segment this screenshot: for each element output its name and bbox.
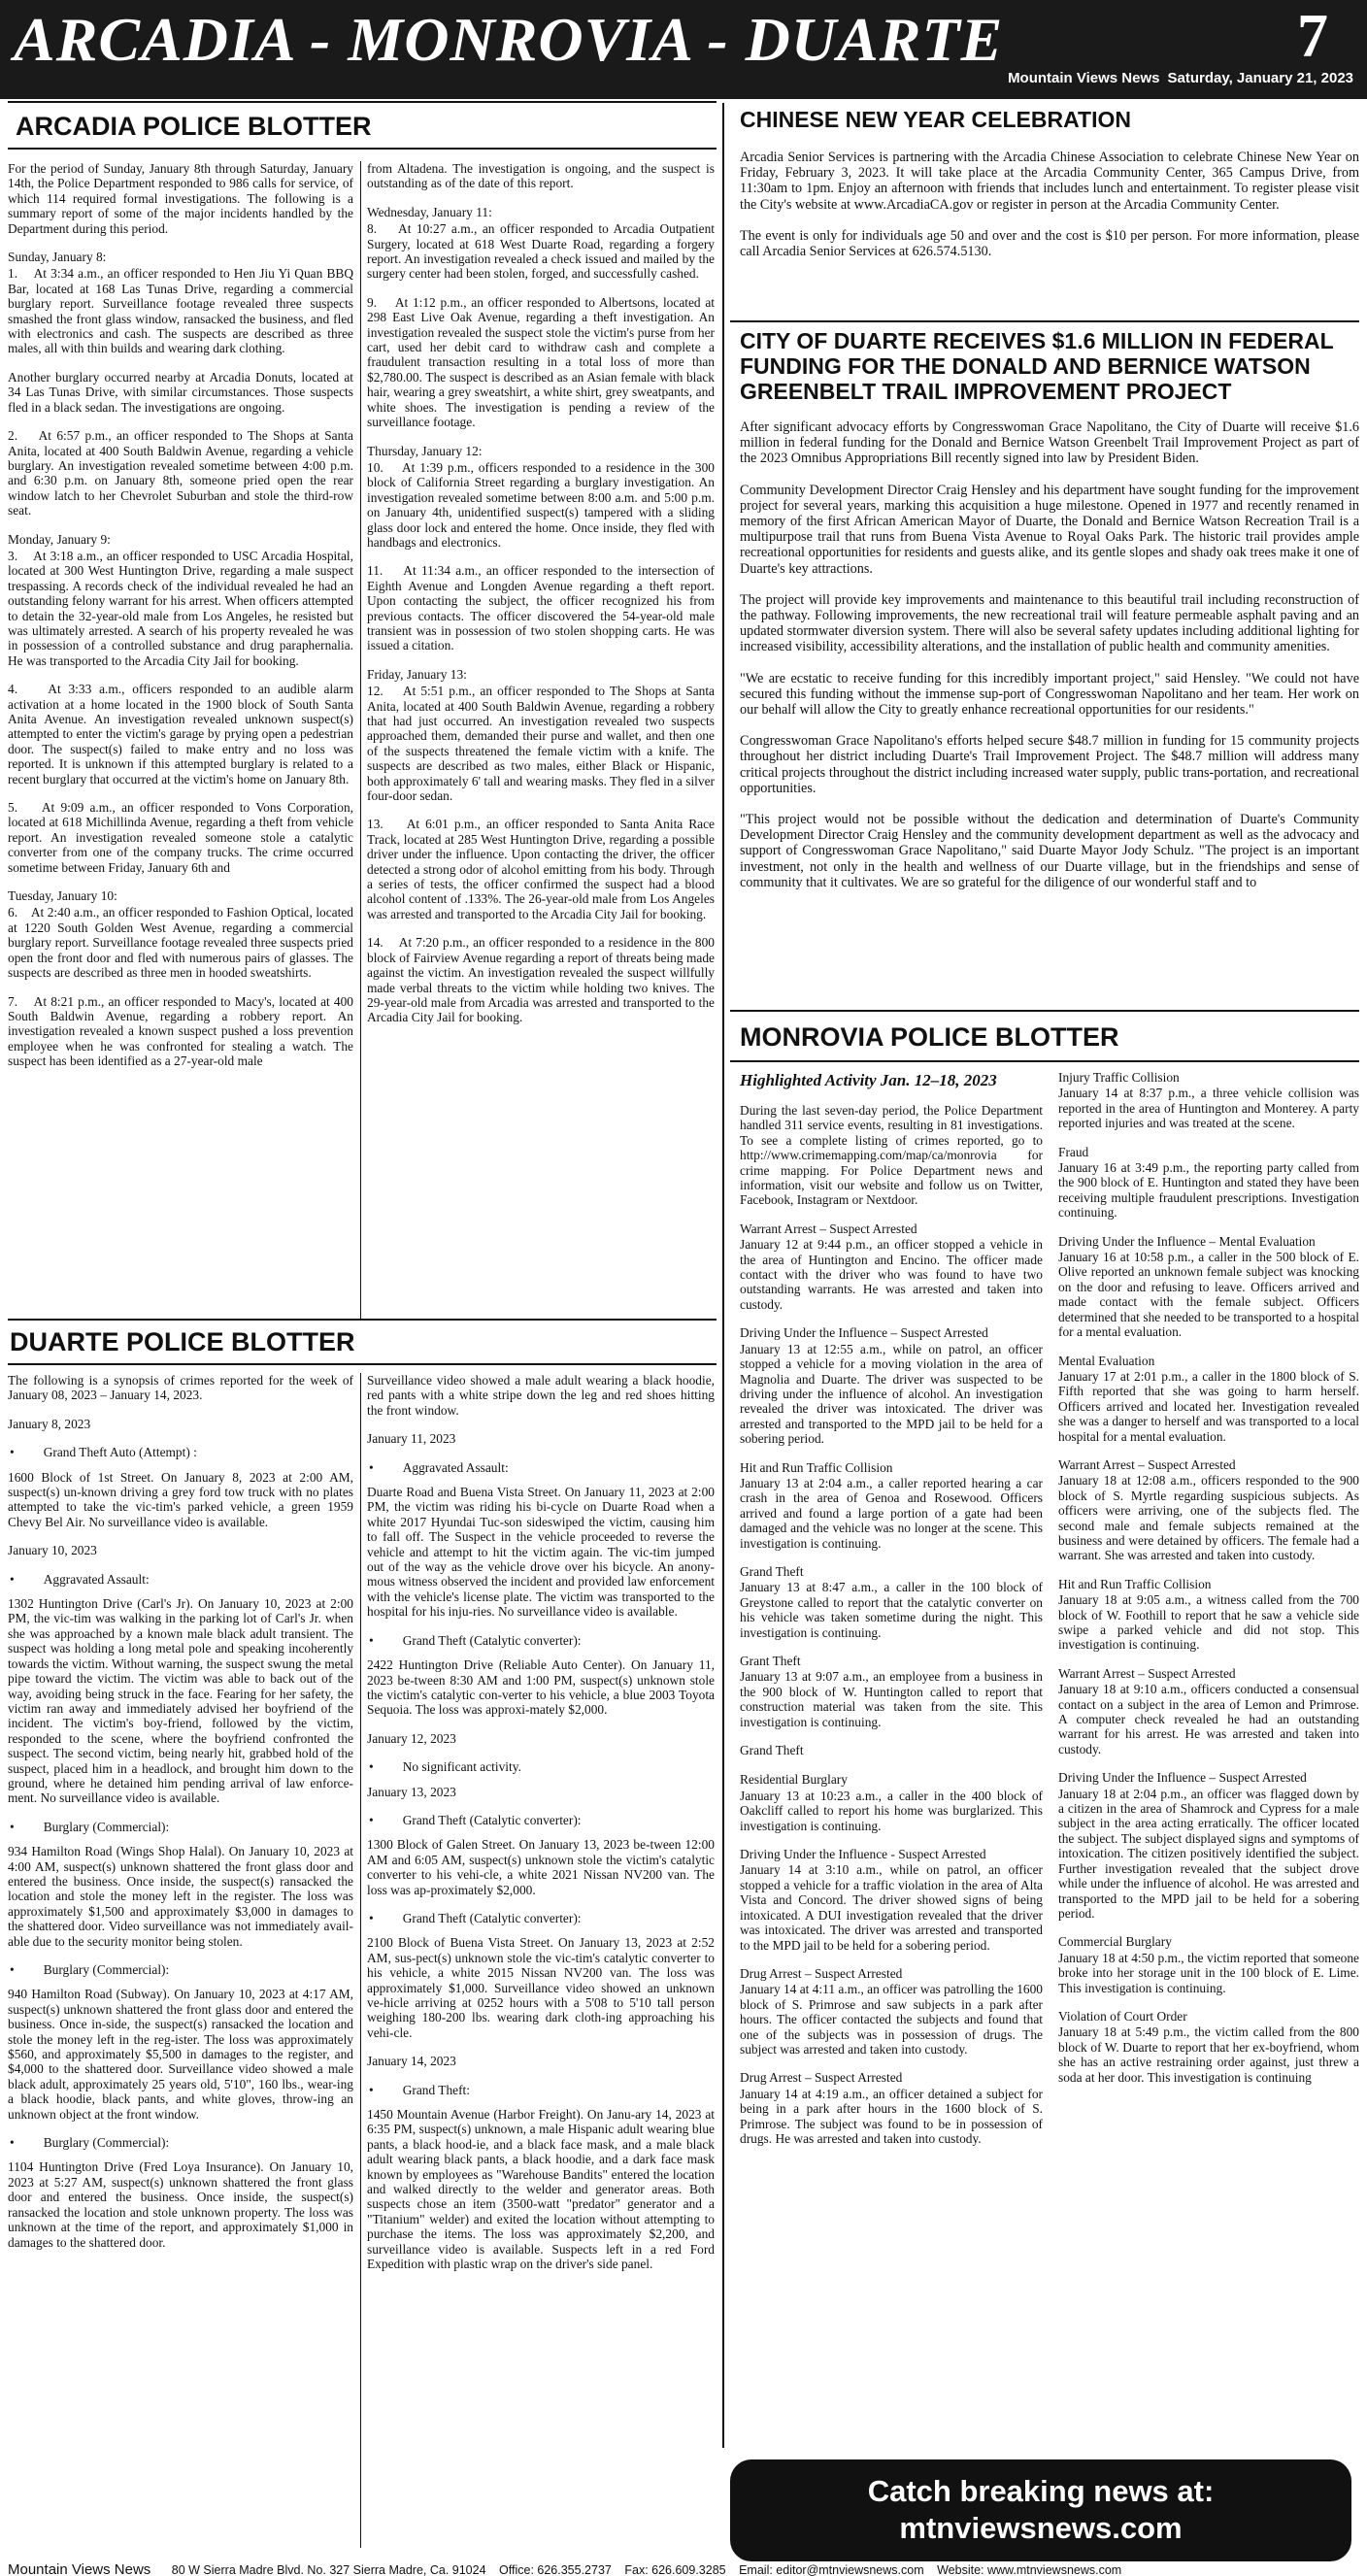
footer-address: 80 W Sierra Madre Blvd. No. 327 Sierra Madre, Ca. 91024 [171, 2563, 486, 2576]
incident-label: Commercial Burglary [1058, 1934, 1172, 1950]
incident-label: Drug Arrest – Suspect Arrested [740, 2070, 903, 2086]
blotter-entry: January 14 at 3:10 a.m., while on patrol, an officer stopped a vehicle for a traffic violation in the area of Alta Vista and Concord. The driver showed signs of being intoxicated. A DUI investigation revealed that the driver was intoxicated. The driver was arrested and transported to the MPD jail to be held for a sobering period. [740, 1862, 1043, 1953]
section-rule [8, 1363, 717, 1365]
blotter-entry: 1450 Mountain Avenue (Harbor Freight). On Janu-ary 14, 2023 at 6:35 PM, suspect(s) unknown, a male Hispanic adult wearing blue pants, a black hood-ie, and a black face mask, and a male black adult wearing black pants, a black hoodie, and a dark face mask known by employees as "Warehouse Bandits" entered the location and walked directly to the welder and generator areas. Both suspects chose an item (3500-watt "predator" generator and a "Titanium" welder) and exited the location without attempting to purchase the items. The loss was approximately $2,200, and surveillance video is available. Suspects left in a red Ford Expedition with plastic wrap on the driver's side panel. [367, 2107, 715, 2272]
blotter-entry: January 18 at 2:04 p.m., an officer was flagged down by a citizen in the area of Shamrock and Cypress for a male subject in the area acting erratically. The officer located the subject. The subject displayed signs and symptoms of intoxication. The citizen positively identified the subject. Further investigation revealed that the subject drove while under the influence of alcohol. He was arrested and transported to the MPD jail to be held for a sobering period. [1058, 1786, 1359, 1921]
duarte-heading: DUARTE POLICE BLOTTER [10, 1327, 355, 1356]
blotter-entry: 9. At 1:12 p.m., an officer responded to Albertsons, located at 298 East Live Oak Avenue, regarding a theft investigation. An investigation revealed the suspect stole the victim's purse from her cart, used her debit card to withdraw cash and complete a fraudulent transaction resulting in a total loss of more than $2,780.00. The suspect is described as an Asian female with black hair, wearing a grey sweatshirt, a white shirt, grey sweatpants, and white shoes. The investigation is pending a review of the surveillance footage. [367, 294, 715, 430]
incident-label: Violation of Court Order [1058, 2008, 1187, 2024]
issue-line [1008, 70, 1353, 86]
blotter-entry: January 13 at 8:47 a.m., a caller in the 100 block of Greystone called to report that the catalytic converter on his vehicle was taken sometime during the night. This investigation is continuing. [740, 1580, 1043, 1640]
blotter-entry: January 18 at 9:10 a.m., officers conducted a consensual contact on a subject in the area of Lemon and Primrose. A computer check revealed he had an outstanding warrant for his arrest. He was arrested and taken into custody. [1058, 1682, 1359, 1756]
page-number: 7 [1297, 1, 1328, 70]
blotter-entry: January 13, 2023 [367, 1784, 456, 1799]
incident-type: • Burglary (Commercial): [8, 2135, 353, 2150]
monrovia-column-2 [1058, 1070, 1359, 2098]
blotter-entry: January 14, 2023 [367, 2054, 456, 2069]
incident-label: Driving Under the Influence – Suspect Arrested [1058, 1770, 1307, 1786]
monrovia-blotter [730, 1010, 1359, 1062]
banner-line-1: Catch breaking news at: [867, 2474, 1215, 2508]
section-rule [8, 148, 717, 150]
section-rule [730, 1060, 1359, 1062]
blotter-entry: January 18 at 12:08 a.m., officers responded to the 900 block of S. Myrtle regarding suspicious subjects. As officers were arriving, one of the subjects fled. The second male and female subjects remained at the business and were detained by officers. The female had a warrant. She was arrested and taken into custody. [1058, 1473, 1359, 1563]
funding-paragraph: "We are ecstatic to receive funding for this incredibly important project," said Hensley. "We could not have secured this funding without the immense sup-port of Congresswoman Napolitano and her team. Her work on our behalf will allow the City to greatly enhance recreational opportunities for our residents." [740, 670, 1359, 719]
blotter-entry: 7. At 8:21 p.m., an officer responded to Macy's, located at 400 South Baldwin Avenue, regarding a robbery report. An investigation revealed a known suspect pushed a loss prevention employee when he was confronted for stealing a watch. The suspect has been identified as a 27-year-old male [8, 993, 353, 1069]
incident-type: • No significant activity. [367, 1759, 715, 1774]
blotter-entry: January 10, 2023 [8, 1543, 97, 1558]
blotter-entry: January 14 at 4:19 a.m., an officer detained a subject for being in a park after hours in the 1600 block of S. Primrose. The subject was found to be in possession of drugs. He was arrested and taken into custody. [740, 2086, 1043, 2146]
blotter-entry: 2. At 6:57 p.m., an officer responded to The Shops at Santa Anita, located at 400 South Baldwin Avenue, regarding a vehicle burglary. An investigation revealed sometime between 4:00 p.m. and 6:30 p.m. on January 8th, someone pried open the rear window latch to her Chevrolet Suburban and stole the third-row seat. [8, 428, 353, 519]
blotter-entry: 2100 Block of Buena Vista Street. On January 13, 2023 at 2:52 AM, sus-pect(s) unknown stole the vic-tim's catalytic converter to his vehicle, a white 2015 Nissan NV200 van. The loss was approximately $1,000. Surveillance video showed an unknown ve-hicle arriving at 0252 hours with a 5'08 to 5'10 tall person weighing 180-200 lbs. wearing dark cloth-ing approaching his vehi-cle. [367, 1935, 715, 2040]
blotter-entry: 1. At 3:34 a.m., an officer responded to Hen Jiu Yi Quan BBQ Bar, located at 168 Las Tunas Drive, regarding a commercial burglary report. Surveillance footage revealed three suspects smashed the front glass window, ransacked the business, and fled with electronics and cash. The suspects are described as three males, all with thin builds and wearing dark clothing. [8, 266, 353, 356]
funding-paragraph: Congresswoman Grace Napolitano's efforts helped secure $48.7 million in funding for 15 community projects throughout her district including Duarte's Trail Improvement Project. The $48.7 million will address many critical projects throughout the district including increased water supply, public trans-portation, and recreational opportunities. [740, 733, 1359, 796]
duarte-columns [8, 1373, 717, 2561]
blotter-entry: 1300 Block of Galen Street. On January 13, 2023 be-tween 12:00 AM and 6:05 AM, suspect(s) unknown stole the victim's catalytic converter to his vehi-cle, a white 2021 Nissan NV200 van. The loss was ap-proximately $2,000. [367, 1837, 715, 1897]
blotter-entry: 5. At 9:09 a.m., an officer responded to Vons Corporation, located at 618 Michillinda Avenue, regarding a theft from vehicle report. An investigation revealed someone stole a catalytic converter from one of the company trucks. The crime occurred sometime between Friday, January 6th and [8, 800, 353, 875]
date-heading: Tuesday, January 10: [8, 888, 117, 904]
blotter-entry: 2422 Huntington Drive (Reliable Auto Center). On January 11, 2023 be-tween 8:30 AM and 1:00 PM, suspect(s) unknown stole the victim's catalytic con-verter to his vehicle, a blue 2003 Toyota Sequoia. The loss was approxi-mately $2,000. [367, 1657, 715, 1718]
duarte-blotter [8, 1319, 717, 1365]
incident-label: Residential Burglary [740, 1772, 848, 1788]
arcadia-blotter [8, 101, 717, 150]
arcadia-heading: ARCADIA POLICE BLOTTER [16, 112, 372, 141]
blotter-entry: January 12 at 9:44 p.m., an officer stopped a vehicle in the area of Huntington and Encino. The officer made contact with the driver who was found to have two outstanding warrants. He was arrested and taken into custody. [740, 1237, 1043, 1312]
cny-paragraph: Arcadia Senior Services is partnering with the Arcadia Chinese Association to celebrate Chinese New Year on Friday, February 3, 2023. It will take place at the Arcadia Community Center, 365 Campus Drive, from 11:30am to 1pm. Enjoy an afternoon with friends that includes lunch and entertainment. To register please visit the City's website at www.ArcadiaCA.gov or register in person at the Arcadia Community Center. [740, 150, 1359, 213]
duarte-funding-heading: CITY OF DUARTE RECEIVES $1.6 MILLION IN FEDERAL FUNDING FOR THE DONALD AND BERNICE WATSON GREENBELT TRAIL IMPROVEMENT PROJECT [740, 328, 1334, 404]
incident-label: Fraud [1058, 1144, 1089, 1159]
incident-type: • Burglary (Commercial): [8, 1820, 353, 1834]
incident-label: Warrant Arrest – Suspect Arrested [1058, 1456, 1236, 1472]
arcadia-columns [8, 161, 717, 1319]
funding-paragraph: After significant advocacy efforts by Congresswoman Grace Napolitano, the City of Duarte will receive $1.6 million in federal funding for the Donald and Bernice Watson Greenbelt Trail Improvement Project as part of the 2023 Omnibus Appropriations Bill recently signed into law by President Biden. [740, 419, 1359, 467]
blotter-entry: January 18 at 9:05 a.m., a witness called from the 700 block of W. Foothill to report that he saw a vehicle side swipe a parked vehicle and did not stop. This investigation is continuing. [1058, 1592, 1359, 1653]
arcadia-column-2 [367, 161, 715, 1039]
duarte-column-2 [367, 1373, 715, 2286]
incident-type: • Grand Theft: [367, 2083, 715, 2097]
incident-type: • Aggravated Assault: [367, 1460, 715, 1475]
date-heading: Thursday, January 12: [367, 443, 483, 458]
monrovia-column-1 [740, 1070, 1043, 2159]
blotter-entry: 8. At 10:27 a.m., an officer responded to Arcadia Outpatient Surgery, located at 618 West Duarte Road, regarding a forgery report. An investigation revealed a check issued and mailed by the surgery center had been stolen, forged, and successfully cashed. [367, 221, 715, 282]
date-heading: Friday, January 13: [367, 666, 467, 682]
blotter-entry: 3. At 3:18 a.m., an officer responded to USC Arcadia Hospital, located at 300 West Huntington Drive, regarding a male suspect trespassing. A records check of the individual revealed he had an outstanding felony warrant for his arrest. When officers attempted to detain the 32-year-old male from Los Angeles, he resisted but was ultimately arrested. A search of his property revealed he was in possession of a controlled substance and drug paraphernalia. He was transported to the Arcadia City Jail for booking. [8, 548, 353, 668]
blotter-entry: 940 Hamilton Road (Subway). On January 10, 2023 at 4:17 AM, suspect(s) unknown shattered the front glass door and entered the business. Once in-side, the suspect(s) ransacked the location and stole the money left in the reg-ister. The loss was approximately $560, and approximately $5,500 in damages to the register, and $4,000 to the shattered door. Surveillance video showed a male black adult, approximately 25 years old, 5'10", 160 lbs., wear-ing a black hoodie, black pants, and white gloves, throw-ing an unknown object at the front window. [8, 1987, 353, 2122]
spacer [740, 1758, 1043, 1772]
cny-paragraph: The event is only for individuals age 50 and over and the cost is $10 per person. For more information, please call Arcadia Senior Services at 626.574.5130. [740, 227, 1359, 260]
footer-fax: Fax: 626.609.3285 [624, 2563, 726, 2576]
funding-paragraph: Community Development Director Craig Hensley and his department have sought funding for the improvement project for several years, marking this acquisition a huge milestone. Opened in 1977 and recently renamed in memory of the first African American Mayor of Duarte, the Donald and Bernice Watson Recreation Trail is a multipurpose trail that runs from Buena Vista Avenue to Royal Oaks Park. The historic trail provides ample recreational opportunities for residents and guests alike, and its gentle slopes and shady oak trees make it one of Duarte's key attractions. [740, 482, 1359, 577]
column-divider [722, 103, 724, 2448]
blotter-entry: January 18 at 5:49 p.m., the victim called from the 800 block of W. Duarte to report that her ex-boyfriend, whom she has an active restraining order against, just threw a soda at her door. This investigation is continuing [1058, 2024, 1359, 2085]
incident-label: Drug Arrest – Suspect Arrested [740, 1965, 903, 1981]
issue-date: Saturday, January 21, 2023 [1167, 70, 1353, 86]
blotter-entry: During the last seven-day period, the Police Department handled 311 service events, resulting in 81 investigations. To see a complete listing of crimes reported, go to http://www.crimemapping.com/map/ca/monrovia for crime mapping. For Police Department news and information, visit our website and follow us on Twitter, Facebook, Instagram or Nextdoor. [740, 1103, 1043, 1208]
incident-label: Driving Under the Influence – Suspect Arrested [740, 1325, 988, 1341]
blotter-entry: Surveillance video showed a male adult wearing a black hoodie, red pants with a white stripe down the leg and red shoes hitting the front window. [367, 1373, 715, 1418]
blotter-entry: 4. At 3:33 a.m., officers responded to an audible alarm activation at a home located in the 1900 block of South Santa Anita Avenue. An investigation revealed unknown suspect(s) attempted to enter the victim's garage by prying open a pedestrian door. The suspect(s) failed to make entry and no loss was reported. It is unknown if this attempted burglary is related to a recent burglary that occurred at the victim's home on January 8th. [8, 682, 353, 786]
incident-label: Grand Theft [740, 1563, 804, 1579]
blotter-entry: 1600 Block of 1st Street. On January 8, 2023 at 2:00 AM, suspect(s) un-known driving a grey ford tow truck with no plates attempted to take the vic-tim's parked vehicle, a green 1959 Chevy Bel Air. No surveillance video is available. [8, 1469, 353, 1529]
blotter-entry: 11. At 11:34 a.m., an officer responded to the intersection of Eighth Avenue and Longden Avenue regarding a theft report. Upon contacting the subject, the officer recognized his from previous contacts. The officer discovered the 54-year-old male transient was in possession of two stolen shopping carts. He was issued a citation. [367, 563, 715, 653]
incident-label: Driving Under the Influence - Suspect Arrested [740, 1847, 986, 1862]
blotter-entry: January 14 at 8:37 p.m., a three vehicle collision was reported in the area of Huntington and Monterey. A party reported injuries and was treated at the scene. [1058, 1086, 1359, 1131]
incident-label: Grant Theft [740, 1654, 801, 1668]
incident-label: Warrant Arrest – Suspect Arrested [740, 1221, 917, 1236]
blotter-entry: January 17 at 2:01 p.m., a caller in the 1800 block of S. Fifth reported that she was going to harm herself. Officers arrived and located her. Investigation revealed she was a danger to herself and was transported to a local hospital for a mental evaluation. [1058, 1368, 1359, 1444]
paper-name: Mountain Views News [1008, 70, 1160, 86]
blotter-entry: January 16 at 10:58 p.m., a caller in the 500 block of E. Olive reported an unknown female subject was knocking on the door and refusing to leave. Officers arrived and made contact with the female subject. Officers determined that she needed to be transported to a hospital for a mental evaluation. [1058, 1250, 1359, 1340]
blotter-entry: January 14 at 4:11 a.m., an officer was patrolling the 1600 block of S. Primrose and saw subjects in a park after hours. The officer contacted the subjects and found that one of the subjects was in possession of drugs. The subject was arrested and taken into custody. [740, 1982, 1043, 2057]
incident-type: • Grand Theft (Catalytic converter): [367, 1911, 715, 1925]
blotter-entry: January 16 at 3:49 p.m., the reporting party called from the 900 block of E. Huntington and stated they have been receiving multiple fraudulent prescriptions. Investigation continuing. [1058, 1160, 1359, 1221]
incident-label: Driving Under the Influence – Mental Evaluation [1058, 1233, 1316, 1249]
funding-paragraph: "This project would not be possible without the dedication and determination of Duarte's Community Development Director Craig Hensley and the community development department as well as the advocacy and support of Congresswoman Grace Napolitano," said Duarte Mayor Jody Schulz. "The project is an important investment, not only in the health and wellness of our Duarte village, but in the friendships and sense of community that it cultivates. We are so grateful for the diligence of our wonderful staff and to [740, 812, 1359, 890]
blotter-entry: January 18 at 4:50 p.m., the victim reported that someone broke into her storage unit in the 100 block of E. Lime. This investigation is continuing. [1058, 1950, 1359, 1995]
blotter-entry: The following is a synopsis of crimes reported for the week of January 08, 2023 – January 14, 2023. [8, 1373, 353, 1403]
funding-paragraph: The project will provide key improvements and maintenance to this beautiful trail including reconstruction of the pathway. Following improvements, the new recreational trail will feature permeable asphalt paving and an updated stormwater diversion system. There will also be several safety updates including additional lighting for increased visibility, accessibility alterations, and the installation of public health and community amenities. [740, 591, 1359, 655]
date-heading: Monday, January 9: [8, 531, 111, 547]
blotter-entry: Duarte Road and Buena Vista Street. On January 11, 2023 at 2:00 PM, the victim was riding his bi-cycle on Duarte Road when a white 2017 Hyundai Tuc-son sideswiped the victim, causing him to fall off. The Suspect in the vehicle proceeded to reverse the vehicle and attempt to hit the victim again. The vic-tim jumped out of the way as the vehicle drove over his bicycle. An anony-mous witness observed the incident and provided law enforcement with the vehicle's license plate. The victim was transported to the hospital for his inju-ries. No surveillance video is available. [367, 1485, 715, 1620]
incident-type: • Grand Theft Auto (Attempt) : [8, 1445, 353, 1459]
blotter-entry: January 13 at 10:23 a.m., a caller in the 400 block of Oakcliff called to report his home was burglarized. This investigation is continuing. [740, 1788, 1043, 1833]
monrovia-columns [740, 1070, 1359, 2454]
blotter-entry: January 13 at 12:55 a.m., while on patrol, an officer stopped a vehicle for a moving violation in the area of Magnolia and Duarte. The driver was suspected to be driving under the influence of alcohol. An investigation revealed the driver was intoxicated. The driver was arrested and transported to the MPD jail to be held for a sobering period. [740, 1341, 1043, 1447]
footer-email[interactable]: Email: editor@mtnviewsnews.com [739, 2563, 924, 2576]
incident-type: • Burglary (Commercial): [8, 1962, 353, 1977]
incident-label: Grand Theft [740, 1743, 804, 1758]
blotter-entry: January 12, 2023 [367, 1730, 456, 1746]
date-heading: Wednesday, January 11: [367, 204, 492, 219]
incident-label: Hit and Run Traffic Collision [740, 1459, 893, 1475]
incident-label: Mental Evaluation [1058, 1353, 1155, 1368]
masthead-title: ARCADIA - MONROVIA - DUARTE [14, 5, 1004, 74]
footer [0, 2561, 1367, 2576]
monrovia-heading: MONROVIA POLICE BLOTTER [740, 1022, 1119, 1052]
incident-type: • Aggravated Assault: [8, 1572, 353, 1587]
incident-label: Warrant Arrest – Suspect Arrested [1058, 1665, 1236, 1681]
blotter-entry: 6. At 2:40 a.m., an officer responded to Fashion Optical, located at 1220 South Golden West Avenue, regarding a commercial burglary report. Surveillance footage revealed three suspects pried open the front door and fled with numerous pairs of glasses. The suspects are described as three men in hooded sweatshirts. [8, 905, 353, 981]
blotter-entry: Another burglary occurred nearby at Arcadia Donuts, located at 34 Las Tunas Drive, with similar circumstances. Those suspects fled in a black sedan. The investigations are ongoing. [8, 369, 353, 415]
blotter-entry: 1302 Huntington Drive (Carl's Jr). On January 10, 2023 at 2:00 PM, the vic-tim was walking in the parking lot of Carl's Jr. when she was approached by a known male black adult transient. The suspect was holding a long metal pole and speaking incoherently towards the victim. Without warning, the suspect swung the metal pipe toward the victim. The victim was able to back out of the way, avoiding being struck in the face. Fearing for her safety, the victim ran away and immediately advised her boyfriend of the incident. The victim's boy-friend, followed by the victim, responded to the scene, where the boyfriend confronted the suspect. The second victim, being nearly hit, grabbed hold of the suspect, placed him in a headlock, and brought him down to the ground, where he detained him pending arrival of law enforce-ment. No surveillance video is available. [8, 1596, 353, 1806]
footer-office: Office: 626.355.2737 [499, 2563, 612, 2576]
blotter-entry: 1104 Huntington Drive (Fred Loya Insurance). On January 10, 2023 at 5:27 AM, suspect(s) unknown shattered the front glass door and entered the business. Once inside, the suspect(s) ransacked the location and stole unknown property. The loss was unknown at the time of the report, and approximately $1,000 in damages to the shattered door. [8, 2159, 353, 2250]
blotter-entry: January 8, 2023 [8, 1416, 91, 1431]
blotter-entry: from Altadena. The investigation is ongoing, and the suspect is outstanding as of the date of this report. [367, 161, 715, 191]
date-heading: Sunday, January 8: [8, 250, 107, 265]
column-divider [360, 1373, 361, 2548]
duarte-funding-article [730, 320, 1359, 906]
highlight-heading: Highlighted Activity Jan. 12–18, 2023 [740, 1071, 997, 1089]
incident-type: • Grand Theft (Catalytic converter): [367, 1633, 715, 1648]
incident-label: Injury Traffic Collision [1058, 1070, 1180, 1085]
footer-website[interactable]: Website: www.mtnviewsnews.com [937, 2563, 1122, 2576]
blotter-entry: 934 Hamilton Road (Wings Shop Halal). On January 10, 2023 at 4:00 AM, suspect(s) unknown shattered the front glass door and entered the business. Once inside, the suspect(s) ransacked the location and stole the money left in the register. The loss was approximately $1,500 and approximately $3,000 in damages to the shattered door. Video surveillance was not immediately avail-able due to the security monitor being stolen. [8, 1844, 353, 1949]
blotter-entry: January 13 at 9:07 a.m., an employee from a business in the 900 block of W. Huntington called to report that construction material was taken from the site. This investigation is continuing. [740, 1669, 1043, 1729]
duarte-column-1 [8, 1373, 353, 2263]
arcadia-column-1 [8, 161, 353, 1083]
column-divider [360, 161, 361, 1319]
blotter-entry: January 13 at 2:04 a.m., a caller reported hearing a car crash in the area of Genoa and Rosewood. Officers arrived and found a large portion of a gate had been damaged and the vehicle was no longer at the scene. This investigation is continuing. [740, 1475, 1043, 1551]
incident-type: • Grand Theft (Catalytic converter): [367, 1813, 715, 1827]
blotter-entry: 13. At 6:01 p.m., an officer responded to Santa Anita Race Track, located at 285 West Huntington Drive, regarding a possible driver under the influence. Upon contacting the driver, the officer detected a strong odor of alcohol emitting from his body. Through a series of tests, the officer confirmed the suspect had a blood alcohol content of .133%. The 26-year-old male from Los Angeles was arrested and transported to the Arcadia City Jail for booking. [367, 817, 715, 921]
blotter-entry: 10. At 1:39 p.m., officers responded to a residence in the 300 block of California Street regarding a burglary investigation. An investigation revealed sometime between 8:00 a.m. and 5:00 p.m. on January 4th, unidentified suspect(s) tampered with a sliding glass door lock and entered the home. Once inside, they fled with handbags and electronics. [367, 459, 715, 550]
blotter-entry: For the period of Sunday, January 8th through Saturday, January 14th, the Police Department responded to 986 calls for service, of which 114 required formal investigations. The following is a summary report of some of the major incidents handled by the Department during this period. [8, 161, 353, 236]
blotter-entry: 12. At 5:51 p.m., an officer responded to The Shops at Santa Anita, located at 400 South Baldwin Avenue, regarding a robbery that had just occurred. An investigation revealed two suspects approached them, demanded their purse and wallet, and then one of the suspects threatened the female victim with a knife. The suspects are described as two males, either Black or Hispanic, both approximately 6' tall and wearing masks. They fled in a silver four-door sedan. [367, 684, 715, 804]
banner-link[interactable]: mtnviewsnews.com [899, 2511, 1183, 2545]
breaking-news-banner[interactable] [730, 2459, 1351, 2561]
cny-heading: CHINESE NEW YEAR CELEBRATION [740, 107, 1131, 132]
blotter-entry: 14. At 7:20 p.m., an officer responded to a residence in the 800 block of Fairview Avenue regarding a report of threats being made against the victim. An investigation revealed the suspect willfully made verbal threats to the victim while holding two knives. The 29-year-old male from Arcadia was arrested and transported to the Arcadia City Jail for booking. [367, 935, 715, 1025]
cny-article [730, 103, 1359, 275]
blotter-entry: January 11, 2023 [367, 1431, 456, 1447]
masthead [0, 0, 1367, 99]
incident-label: Hit and Run Traffic Collision [1058, 1576, 1212, 1591]
footer-brand: Mountain Views News [8, 2561, 151, 2576]
